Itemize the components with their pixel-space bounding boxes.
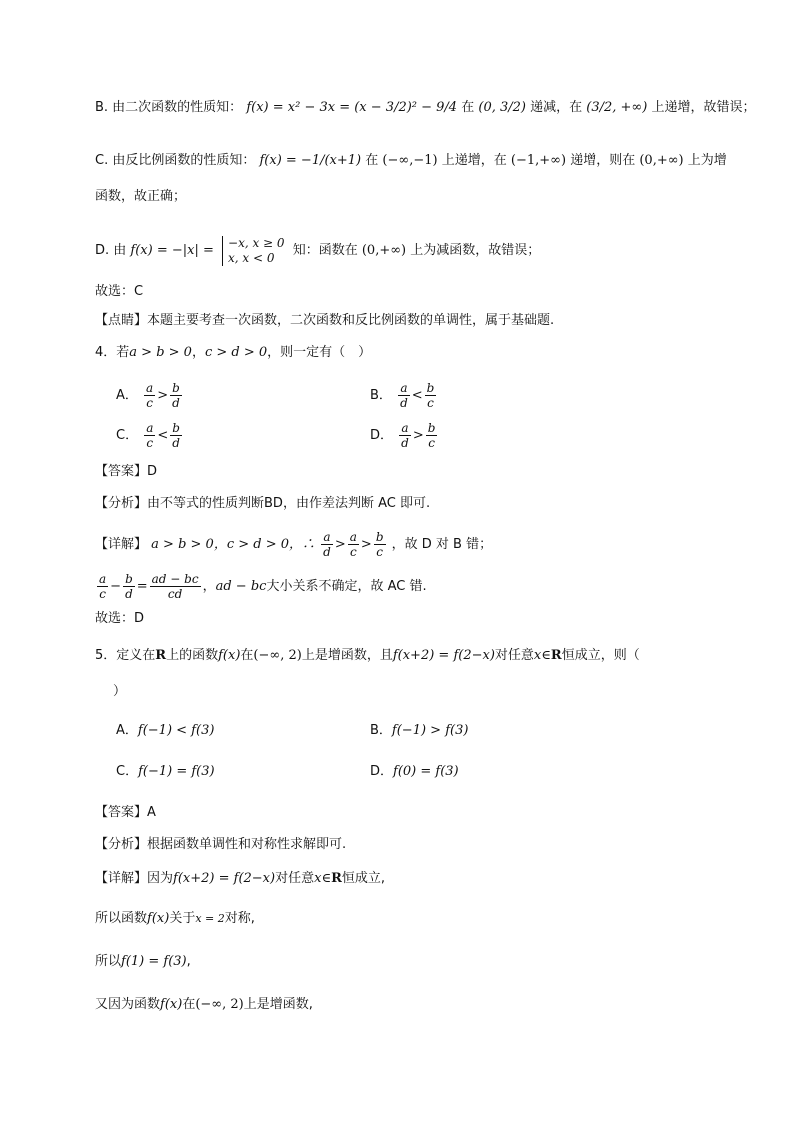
q5-detail-R: R: [331, 871, 342, 886]
option-c-mid3: 递增，则在: [570, 153, 636, 168]
option-b-label: B. 由二次函数的性质知：: [95, 100, 243, 115]
q5-so-b: ,: [186, 954, 191, 969]
q5-detail-eq: f(x+2) = f(2−x): [173, 871, 276, 886]
q5-sym-b: 关于: [169, 911, 196, 926]
q4-cond2: c > d > 0: [204, 345, 268, 360]
q5-so: [95, 952, 191, 972]
q5-detail-c: 恒成立,: [341, 871, 386, 886]
q4-detail-line2: $\frac{a}{c}$ − $\frac{b}{d}$ = $\frac{ad - bc}{cd}$ ，ad − bc大小关系不确定，故 AC 错.: [99, 572, 427, 601]
q5-option-d: [370, 762, 459, 782]
q5-analysis-text: 根据函数单调性和对称性求解即可.: [147, 837, 347, 852]
option-b-mid2: 递减，在: [530, 100, 583, 115]
q5-option-b: [370, 721, 468, 741]
q4-answer-tag: 【答案】: [95, 464, 148, 479]
option-d-cases: [222, 236, 285, 266]
q5-option-c: [116, 762, 215, 782]
q5-eq: f(x+2) = f(2−x): [392, 648, 495, 663]
q4-detail-tail: ，故 D 对 B 错；: [391, 537, 493, 552]
q5-option-a-label: A．: [116, 723, 138, 738]
q4-option-a: A． $\frac{a}{c}$ > $\frac{b}{d}$: [116, 381, 180, 410]
option-b-mid1: 在: [461, 100, 475, 115]
q5-option-c-label: C．: [116, 764, 139, 779]
q5-detail-b: 对任意: [275, 871, 315, 886]
option-b-expr: f(x) = x² − 3x = (x − 3/2)² − 9/4: [246, 100, 458, 115]
q5-interval: (−∞, 2): [253, 648, 302, 663]
q5-symmetry: [95, 909, 255, 929]
q4-stem: [95, 343, 371, 363]
q4-option-d: D． $\frac{a}{d}$ > $\frac{b}{c}$: [370, 421, 436, 450]
option-d-case1: −x, x ≥ 0: [228, 235, 285, 250]
option-c-line: [95, 151, 727, 171]
q5-option-d-expr: f(0) = f(3): [393, 764, 459, 779]
q5-R2: R: [550, 648, 562, 663]
q4-detail: 【详解】 a > b > 0，c > d > 0，∴ $\frac{a}{d}$ > $\frac{a}{c}$ > $\frac{b}{c}$ ，故 D 对 B 错；: [95, 530, 493, 559]
q5-option-a-expr: f(−1) < f(3): [137, 723, 215, 738]
option-c-interval2: (−1,+∞): [510, 153, 567, 168]
option-c-line2: 函数，故正确；: [95, 189, 187, 204]
option-d-interval: (0,+∞): [361, 243, 407, 258]
q5-sym-eq: x = 2: [195, 912, 225, 925]
q5-option-a: [116, 721, 214, 741]
option-d-mid: 知：函数在: [292, 243, 358, 258]
option-c-interval3: (0,+∞): [639, 153, 684, 168]
q5-detail-tag: 【详解】: [95, 871, 148, 886]
q5-analysis-tag: 【分析】: [95, 837, 148, 852]
q5-xinR: x∈: [533, 648, 551, 663]
q4-line2-tail: 大小关系不确定，故 AC 错.: [266, 579, 427, 594]
q4-stem-post: ，则一定有（ ）: [267, 345, 372, 360]
q4-cond1: a > b > 0: [129, 345, 192, 360]
q5-stem-d: 上是增函数，且: [301, 648, 393, 663]
q4-option-b-label: B．: [370, 388, 392, 403]
q4-choice: 故选：D: [95, 611, 145, 626]
q4-option-b: B． $\frac{a}{d}$ < $\frac{b}{c}$: [370, 381, 435, 410]
q4-analysis-tag: 【分析】: [95, 496, 148, 511]
q5-option-d-label: D．: [370, 764, 394, 779]
option-c-interval1: (−∞,−1): [382, 153, 438, 168]
q5-also-interval: (−∞, 2): [195, 997, 244, 1012]
option-b-interval2: (3/2, +∞): [586, 100, 648, 115]
q5-sym-c: 对称,: [224, 911, 255, 926]
option-c-tail: 上为增: [687, 153, 727, 168]
q4-option-c: C． $\frac{a}{c}$ < $\frac{b}{d}$: [116, 421, 180, 450]
q5-also-a: 又因为函数: [95, 997, 161, 1012]
q5-detail: [95, 869, 385, 889]
q5-detail-a: 因为: [147, 871, 174, 886]
q5-fx: f(x): [218, 648, 241, 663]
q5-detail-xinR: x∈: [314, 871, 332, 886]
q5-stem-a: 5．定义在: [95, 648, 156, 663]
q4-sep: ，: [191, 345, 205, 360]
q4-analysis-text: 由不等式的性质判断BD，由作差法判断 AC 即可.: [147, 496, 431, 511]
option-d-expr: f(x) = −|x| =: [130, 243, 214, 258]
option-b-line: [95, 98, 756, 118]
q4-detail-tag: 【详解】: [95, 537, 148, 552]
q5-stem-line2: ）: [113, 684, 127, 699]
q4-line2-mid: ad − bc: [215, 579, 267, 594]
q5-also-fx: f(x): [160, 997, 183, 1012]
q5-so-a: 所以: [95, 954, 122, 969]
q4-option-d-label: D．: [370, 428, 394, 443]
q4-analysis: [95, 494, 430, 514]
q5-option-b-label: B．: [370, 723, 392, 738]
q5-stem-e: 对任意: [494, 648, 534, 663]
q5-answer: [95, 803, 156, 823]
q5-so-eq: f(1) = f(3): [121, 954, 187, 969]
q5-stem-c: 在: [240, 648, 254, 663]
option-d-tail: 上为减函数，故错误；: [410, 243, 541, 258]
q5-sym-a: 所以函数: [95, 911, 148, 926]
option-b-interval1: (0, 3/2): [478, 100, 526, 115]
option-c-mid1: 在: [365, 153, 379, 168]
q4-option-a-label: A．: [116, 388, 138, 403]
q4-detail-cond: a > b > 0，c > d > 0，∴: [151, 537, 316, 552]
q5-also: [95, 995, 313, 1015]
option-d-case2: x, x < 0: [228, 250, 275, 265]
q5-stem-b: 上的函数: [166, 648, 219, 663]
q4-answer-value: D: [147, 464, 158, 479]
q5-stem-f: 恒成立，则（: [561, 648, 640, 663]
option-d-line: [95, 233, 540, 269]
q4-answer: [95, 462, 157, 482]
q5-R: R: [155, 648, 167, 663]
option-c-label: C. 由反比例函数的性质知：: [95, 153, 256, 168]
q4-stem-pre: 4．若: [95, 345, 130, 360]
q5-option-c-expr: f(−1) = f(3): [138, 764, 215, 779]
option-d-label: D. 由: [95, 243, 127, 258]
q5-analysis: [95, 835, 346, 855]
q5-answer-value: A: [147, 805, 156, 820]
option-c-expr: f(x) = −1/(x+1): [259, 153, 362, 168]
option-c-mid2: 上递增，在: [441, 153, 507, 168]
comment-tag: 【点睛】: [95, 313, 148, 328]
q4-option-c-label: C．: [116, 428, 139, 443]
q5-sym-fx: f(x): [147, 911, 170, 926]
option-b-tail: 上递增，故错误；: [651, 100, 756, 115]
comment-text: 本题主要考查一次函数，二次函数和反比例函数的单调性，属于基础题.: [147, 313, 555, 328]
q5-answer-tag: 【答案】: [95, 805, 148, 820]
q5-also-c: 上是增函数,: [243, 997, 313, 1012]
choice-line-q3: 故选：C: [95, 284, 144, 299]
q5-stem: [95, 646, 640, 666]
q5-also-b: 在: [182, 997, 196, 1012]
comment-line: [95, 311, 554, 331]
q5-option-b-expr: f(−1) > f(3): [391, 723, 469, 738]
